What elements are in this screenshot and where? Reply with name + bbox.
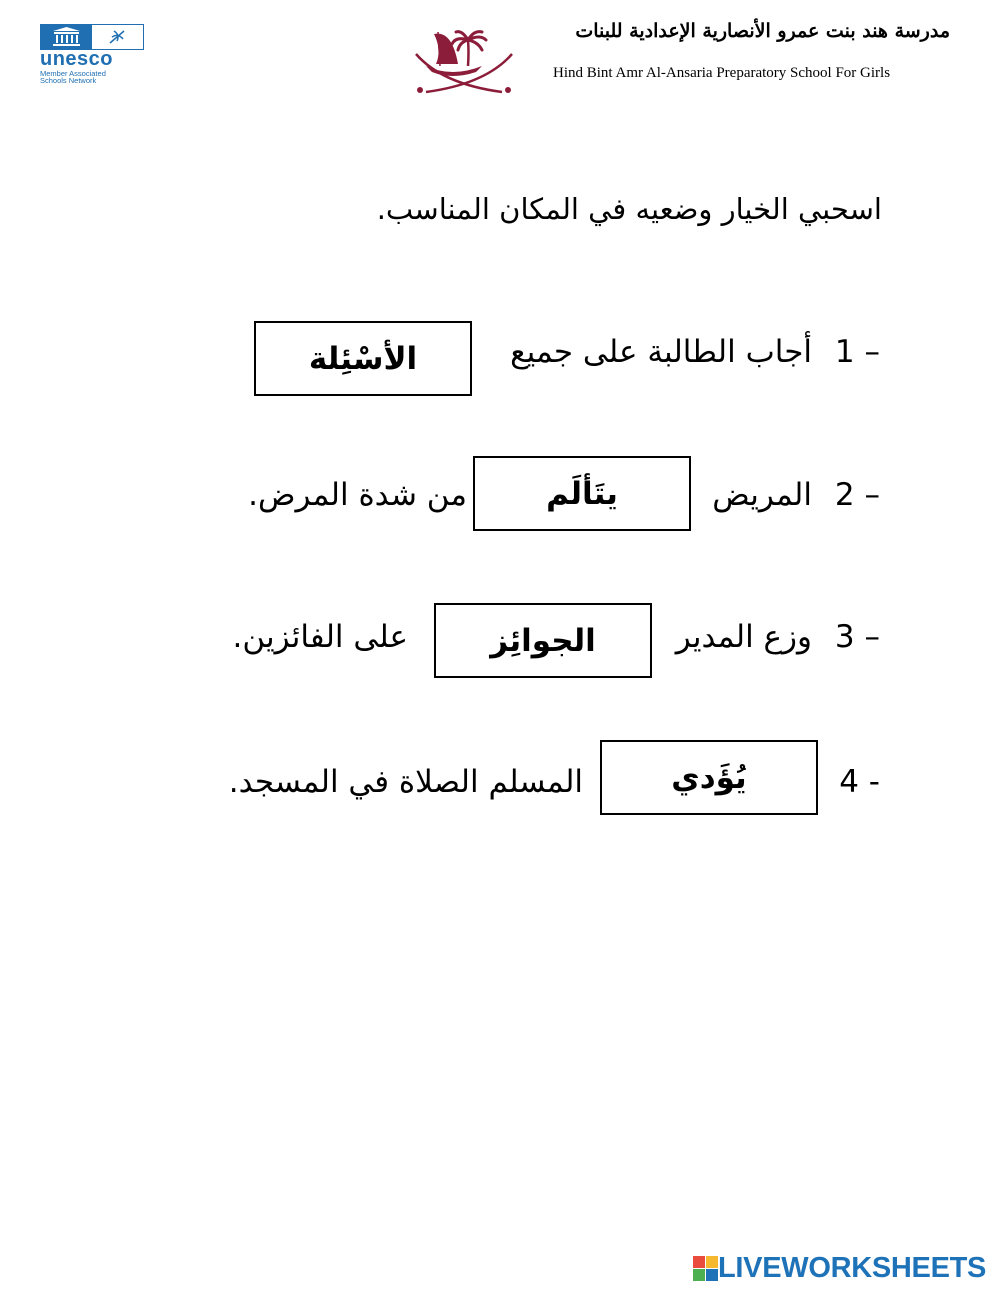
item-4-text-after: المسلم الصلاة في المسجد.: [228, 764, 583, 800]
unesco-wordmark: unesco: [40, 48, 114, 70]
school-name-english: Hind Bint Amr Al-Ansaria Preparatory School For Girls: [553, 65, 891, 81]
item-4-number: 4 -: [839, 764, 880, 800]
unesco-subtitle: Member Associated Schools Network: [40, 69, 106, 85]
school-name-arabic: مدرسة هند بنت عمرو الأنصارية الإعدادية للبنات: [575, 20, 950, 42]
unesco-emblem-icon: [40, 24, 144, 50]
item-2-text-after: من شدة المرض.: [248, 477, 467, 513]
item-3-answer-box[interactable]: الجوائِز: [434, 603, 652, 678]
item-3-text-before: وزع المدير: [675, 619, 812, 655]
liveworksheets-logo-icon: [693, 1256, 719, 1282]
item-3-number: 3 –: [834, 619, 880, 655]
item-2-answer-box[interactable]: يتَألَم: [473, 456, 691, 531]
item-1-number: 1 –: [834, 334, 880, 370]
item-3-text-after: على الفائزين.: [232, 619, 408, 655]
instruction-text: اسحبي الخيار وضعيه في المكان المناسب.: [376, 192, 882, 226]
item-2-text-before: المريض: [712, 477, 812, 513]
item-4-answer-box[interactable]: يُؤَدي: [600, 740, 818, 815]
item-1-text-before: أجاب الطالبة على جميع: [510, 334, 812, 370]
item-1-answer-box[interactable]: الأسْئِلة: [254, 321, 472, 396]
school-emblem-icon: [412, 26, 516, 96]
liveworksheets-wordmark: LIVEWORKSHEETS: [718, 1252, 987, 1284]
unesco-logo: [40, 24, 150, 88]
item-2-number: 2 –: [834, 477, 880, 513]
